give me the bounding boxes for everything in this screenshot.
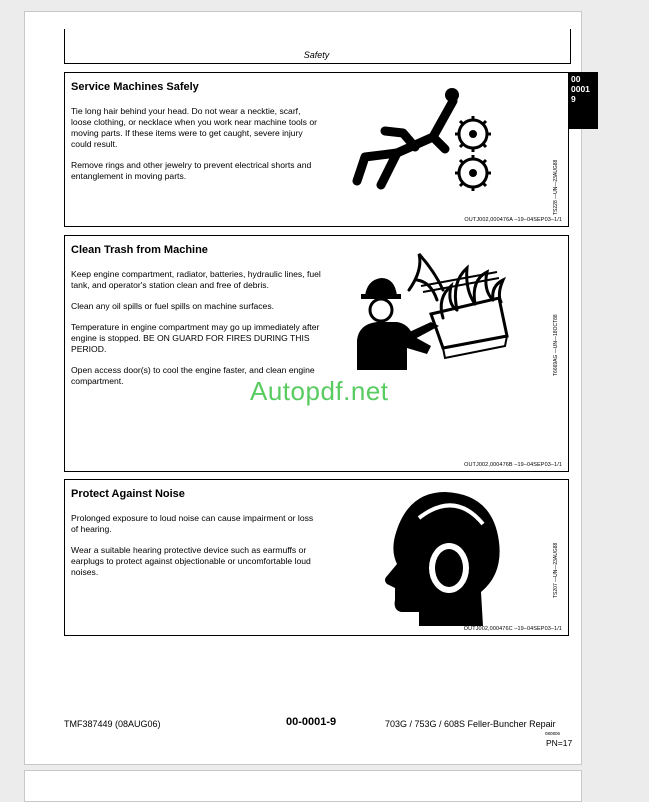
section-protect-noise: [64, 479, 569, 636]
section-title: Service Machines Safely: [71, 81, 199, 93]
paragraph: Open access door(s) to cool the engine faster, and clean engine compartment.: [71, 365, 315, 386]
paragraph: Remove rings and other jewelry to prevent electrical shorts and entanglement in moving parts.: [71, 160, 312, 181]
next-page-sheet: [24, 770, 582, 802]
hearing-protection-icon: [375, 488, 505, 628]
illustration-code: T6669AG —UN—18OCT88: [553, 314, 559, 376]
paragraph: Clean any oil spills or fuel spills on machine surfaces.: [71, 301, 275, 311]
footer-manual-title: 703G / 753G / 608S Feller-Buncher Repair: [385, 719, 556, 729]
section-body: [71, 106, 321, 192]
paragraph: Prolonged exposure to loud noise can cause impairment or loss of hearing.: [71, 513, 314, 534]
footer-page-number: PN=17: [546, 738, 573, 748]
footer-doc-number: TMF387449 (08AUG06): [64, 719, 161, 729]
illustration-code: TS207 —UN—23AUG88: [553, 542, 559, 598]
tab-line-2: 0001: [571, 84, 590, 94]
paragraph: Keep engine compartment, radiator, batteries, hydraulic lines, fuel tank, and operator's station clean and free of debris.: [71, 269, 321, 290]
section-body: [71, 513, 321, 588]
reference-code: OUTJ002,000476C –19–04SEP03–1/1: [463, 626, 562, 632]
paragraph: Wear a suitable hearing protective device such as earmuffs or earplugs to protect against objectionable or uncomfortable loud noises.: [71, 545, 311, 577]
paragraph: Temperature in engine compartment may go up immediately after engine is stopped. BE ON GUARD FOR FIRES DURING THIS PERIOD.: [71, 322, 320, 354]
footer-page-code: 00-0001-9: [286, 716, 337, 728]
running-head: Safety: [303, 50, 330, 60]
section-clean-trash: [64, 235, 569, 472]
reference-code: OUTJ002,000476A –19–04SEP03–1/1: [464, 217, 562, 223]
section-title: Clean Trash from Machine: [71, 244, 208, 256]
section-tab: [568, 72, 598, 129]
watermark-text: Autopdf.net: [250, 376, 389, 406]
tab-line-1: 00: [571, 74, 581, 84]
illustration-code: TS228 —UN—23AUG88: [553, 159, 559, 215]
section-service-machines: [64, 72, 569, 227]
paragraph: Tie long hair behind your head. Do not wear a necktie, scarf, loose clothing, or necklace when you work near machine tools or moving parts. If these items were to get caught, severe injury could result.: [71, 106, 318, 149]
footer-date: 080806: [545, 731, 561, 736]
section-title: Protect Against Noise: [71, 488, 185, 500]
engine-fire-icon: [347, 250, 512, 370]
tab-line-3: 9: [571, 94, 576, 104]
reference-code: OUTJ002,000476B –19–04SEP03–1/1: [464, 462, 562, 468]
entanglement-icon: [345, 87, 505, 212]
